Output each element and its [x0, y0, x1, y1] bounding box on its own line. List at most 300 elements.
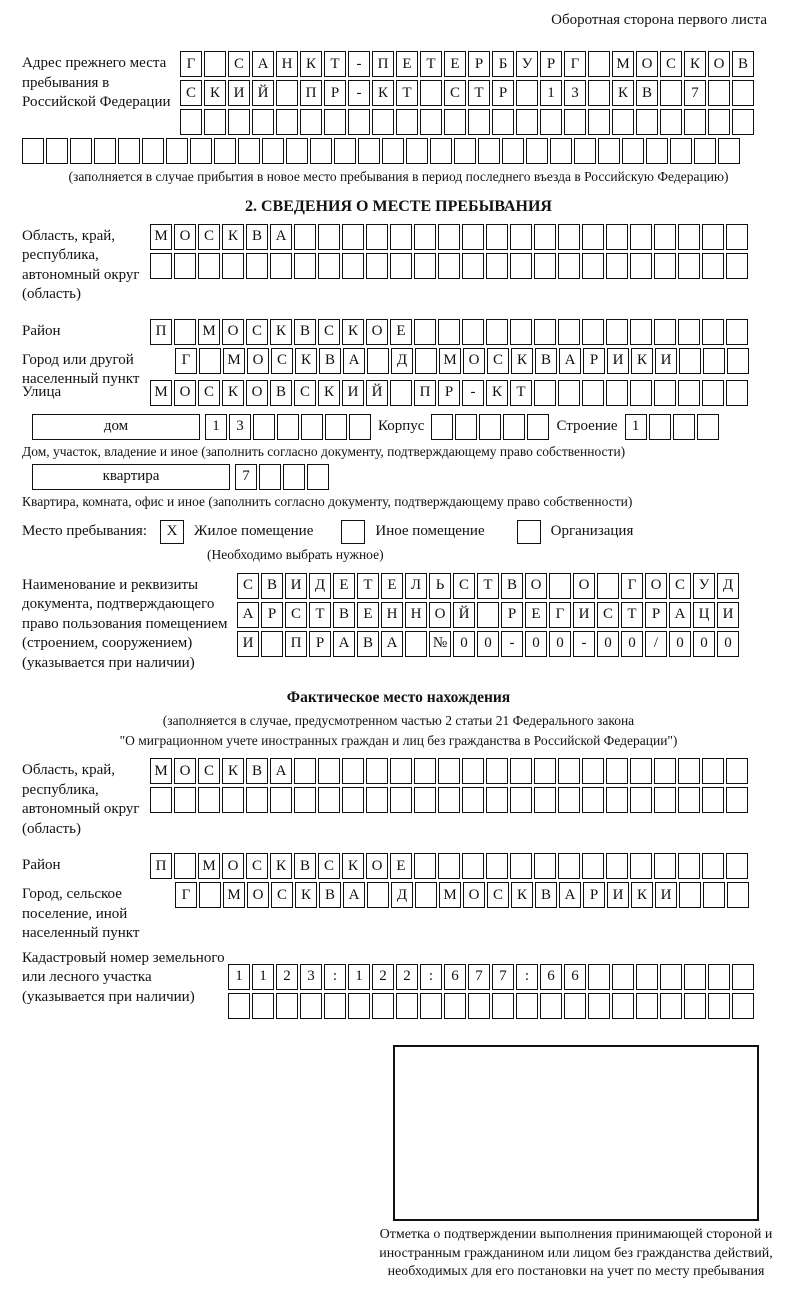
- grid-cell[interactable]: 0: [693, 631, 715, 657]
- grid-cell[interactable]: [94, 138, 116, 164]
- grid-cell[interactable]: Г: [180, 51, 202, 77]
- grid-cell[interactable]: 1: [205, 414, 227, 440]
- grid-cell[interactable]: [630, 319, 652, 345]
- grid-cell[interactable]: [550, 138, 572, 164]
- grid-cell[interactable]: С: [271, 348, 293, 374]
- grid-cell[interactable]: В: [294, 319, 316, 345]
- grid-cell[interactable]: А: [252, 51, 274, 77]
- grid-cell[interactable]: [318, 787, 340, 813]
- grid-cell[interactable]: [438, 758, 460, 784]
- grid-cell[interactable]: [726, 380, 748, 406]
- grid-cell[interactable]: 0: [549, 631, 571, 657]
- grid-cell[interactable]: С: [285, 602, 307, 628]
- grid-cell[interactable]: Т: [420, 51, 442, 77]
- grid-cell[interactable]: М: [612, 51, 634, 77]
- grid-cell[interactable]: К: [486, 380, 508, 406]
- grid-cell[interactable]: [510, 787, 532, 813]
- grid-cell[interactable]: С: [198, 758, 220, 784]
- grid-cell[interactable]: И: [717, 602, 739, 628]
- grid-cell[interactable]: 3: [300, 964, 322, 990]
- grid-cell[interactable]: [612, 109, 634, 135]
- grid-cell[interactable]: К: [684, 51, 706, 77]
- grid-cell[interactable]: [204, 51, 226, 77]
- grid-cell[interactable]: [228, 993, 250, 1019]
- grid-cell[interactable]: У: [516, 51, 538, 77]
- grid-cell[interactable]: [654, 787, 676, 813]
- grid-cell[interactable]: [261, 631, 283, 657]
- grid-cell[interactable]: [588, 80, 610, 106]
- grid-cell[interactable]: [660, 993, 682, 1019]
- grid-cell[interactable]: [708, 964, 730, 990]
- grid-cell[interactable]: 2: [372, 964, 394, 990]
- grid-cell[interactable]: С: [660, 51, 682, 77]
- grid-cell[interactable]: [678, 319, 700, 345]
- grid-cell[interactable]: А: [333, 631, 355, 657]
- grid-cell[interactable]: Г: [621, 573, 643, 599]
- grid-cell[interactable]: [702, 787, 724, 813]
- grid-cell[interactable]: [468, 993, 490, 1019]
- grid-cell[interactable]: [118, 138, 140, 164]
- grid-cell[interactable]: [630, 853, 652, 879]
- grid-cell[interactable]: [679, 882, 701, 908]
- grid-cell[interactable]: [732, 993, 754, 1019]
- grid-cell[interactable]: В: [636, 80, 658, 106]
- grid-cell[interactable]: С: [318, 853, 340, 879]
- grid-cell[interactable]: [198, 787, 220, 813]
- grid-cell[interactable]: [708, 993, 730, 1019]
- grid-cell[interactable]: [673, 414, 695, 440]
- grid-cell[interactable]: [415, 348, 437, 374]
- grid-cell[interactable]: К: [222, 224, 244, 250]
- grid-cell[interactable]: Е: [390, 319, 412, 345]
- grid-cell[interactable]: Д: [391, 348, 413, 374]
- grid-cell[interactable]: [582, 380, 604, 406]
- grid-cell[interactable]: Р: [261, 602, 283, 628]
- grid-cell[interactable]: [649, 414, 671, 440]
- grid-cell[interactable]: С: [597, 602, 619, 628]
- grid-cell[interactable]: С: [198, 224, 220, 250]
- grid-cell[interactable]: Л: [405, 573, 427, 599]
- grid-cell[interactable]: О: [525, 573, 547, 599]
- grid-cell[interactable]: 6: [540, 964, 562, 990]
- grid-cell[interactable]: [479, 414, 501, 440]
- grid-cell[interactable]: С: [237, 573, 259, 599]
- grid-cell[interactable]: О: [247, 348, 269, 374]
- grid-cell[interactable]: Й: [366, 380, 388, 406]
- grid-cell[interactable]: П: [372, 51, 394, 77]
- grid-cell[interactable]: [414, 758, 436, 784]
- grid-cell[interactable]: [540, 993, 562, 1019]
- grid-cell[interactable]: [636, 109, 658, 135]
- grid-cell[interactable]: Е: [381, 573, 403, 599]
- grid-cell[interactable]: [478, 138, 500, 164]
- grid-cell[interactable]: [588, 109, 610, 135]
- grid-cell[interactable]: [678, 758, 700, 784]
- grid-cell[interactable]: [342, 253, 364, 279]
- grid-cell[interactable]: [732, 109, 754, 135]
- grid-cell[interactable]: И: [285, 573, 307, 599]
- grid-cell[interactable]: 7: [468, 964, 490, 990]
- grid-cell[interactable]: [654, 224, 676, 250]
- grid-cell[interactable]: [348, 109, 370, 135]
- grid-cell[interactable]: :: [516, 964, 538, 990]
- grid-cell[interactable]: [727, 882, 749, 908]
- grid-cell[interactable]: Е: [525, 602, 547, 628]
- grid-cell[interactable]: [598, 138, 620, 164]
- grid-cell[interactable]: [703, 348, 725, 374]
- grid-cell[interactable]: [492, 993, 514, 1019]
- grid-cell[interactable]: М: [198, 319, 220, 345]
- grid-cell[interactable]: [366, 787, 388, 813]
- grid-cell[interactable]: [438, 253, 460, 279]
- grid-cell[interactable]: [660, 964, 682, 990]
- grid-cell[interactable]: 0: [477, 631, 499, 657]
- grid-cell[interactable]: [294, 758, 316, 784]
- grid-cell[interactable]: [270, 787, 292, 813]
- grid-cell[interactable]: А: [270, 224, 292, 250]
- grid-cell[interactable]: [727, 348, 749, 374]
- grid-cell[interactable]: [527, 414, 549, 440]
- grid-cell[interactable]: [252, 109, 274, 135]
- grid-cell[interactable]: [310, 138, 332, 164]
- grid-cell[interactable]: А: [559, 882, 581, 908]
- grid-cell[interactable]: [325, 414, 347, 440]
- grid-cell[interactable]: [199, 348, 221, 374]
- grid-cell[interactable]: [702, 319, 724, 345]
- grid-cell[interactable]: [438, 319, 460, 345]
- grid-cell[interactable]: [612, 993, 634, 1019]
- grid-cell[interactable]: Г: [564, 51, 586, 77]
- grid-cell[interactable]: М: [150, 380, 172, 406]
- grid-cell[interactable]: Р: [309, 631, 331, 657]
- grid-cell[interactable]: [270, 253, 292, 279]
- grid-cell[interactable]: М: [223, 348, 245, 374]
- grid-cell[interactable]: О: [708, 51, 730, 77]
- grid-cell[interactable]: [582, 319, 604, 345]
- grid-cell[interactable]: П: [414, 380, 436, 406]
- grid-cell[interactable]: [630, 380, 652, 406]
- grid-cell[interactable]: [558, 319, 580, 345]
- grid-cell[interactable]: [455, 414, 477, 440]
- grid-cell[interactable]: 3: [229, 414, 251, 440]
- grid-cell[interactable]: :: [324, 964, 346, 990]
- grid-cell[interactable]: Т: [309, 602, 331, 628]
- grid-cell[interactable]: -: [573, 631, 595, 657]
- grid-cell[interactable]: 7: [684, 80, 706, 106]
- grid-cell[interactable]: И: [607, 348, 629, 374]
- grid-cell[interactable]: В: [333, 602, 355, 628]
- grid-cell[interactable]: [534, 853, 556, 879]
- grid-cell[interactable]: [366, 758, 388, 784]
- grid-cell[interactable]: Д: [391, 882, 413, 908]
- grid-cell[interactable]: О: [636, 51, 658, 77]
- grid-cell[interactable]: Д: [717, 573, 739, 599]
- grid-cell[interactable]: Р: [540, 51, 562, 77]
- grid-cell[interactable]: В: [535, 882, 557, 908]
- checkbox-zhiloe-pomeshchenie[interactable]: X: [160, 520, 184, 544]
- grid-cell[interactable]: К: [300, 51, 322, 77]
- grid-cell[interactable]: [606, 380, 628, 406]
- grid-cell[interactable]: М: [223, 882, 245, 908]
- grid-cell[interactable]: Д: [309, 573, 331, 599]
- checkbox-inoe-pomeshchenie[interactable]: [341, 520, 365, 544]
- grid-cell[interactable]: [259, 464, 281, 490]
- grid-cell[interactable]: [726, 758, 748, 784]
- grid-cell[interactable]: [150, 253, 172, 279]
- grid-cell[interactable]: №: [429, 631, 451, 657]
- grid-cell[interactable]: [414, 787, 436, 813]
- grid-cell[interactable]: [431, 414, 453, 440]
- grid-cell[interactable]: [366, 224, 388, 250]
- grid-cell[interactable]: [276, 80, 298, 106]
- grid-cell[interactable]: [372, 993, 394, 1019]
- grid-cell[interactable]: М: [198, 853, 220, 879]
- grid-cell[interactable]: [438, 224, 460, 250]
- grid-cell[interactable]: [582, 853, 604, 879]
- grid-cell[interactable]: [582, 224, 604, 250]
- grid-cell[interactable]: В: [246, 224, 268, 250]
- grid-cell[interactable]: Р: [324, 80, 346, 106]
- grid-cell[interactable]: [342, 787, 364, 813]
- grid-cell[interactable]: [534, 758, 556, 784]
- grid-cell[interactable]: [654, 758, 676, 784]
- grid-cell[interactable]: [150, 787, 172, 813]
- grid-cell[interactable]: [726, 224, 748, 250]
- grid-cell[interactable]: А: [559, 348, 581, 374]
- grid-cell[interactable]: [462, 853, 484, 879]
- grid-cell[interactable]: [246, 253, 268, 279]
- grid-cell[interactable]: [684, 993, 706, 1019]
- grid-cell[interactable]: [678, 224, 700, 250]
- grid-cell[interactable]: [396, 109, 418, 135]
- grid-cell[interactable]: [558, 787, 580, 813]
- grid-cell[interactable]: [510, 853, 532, 879]
- grid-cell[interactable]: [486, 319, 508, 345]
- grid-cell[interactable]: [438, 853, 460, 879]
- grid-cell[interactable]: [510, 253, 532, 279]
- grid-cell[interactable]: А: [381, 631, 403, 657]
- grid-cell[interactable]: [396, 993, 418, 1019]
- grid-cell[interactable]: [606, 787, 628, 813]
- grid-cell[interactable]: [214, 138, 236, 164]
- grid-cell[interactable]: Р: [583, 882, 605, 908]
- grid-cell[interactable]: Е: [357, 602, 379, 628]
- grid-cell[interactable]: [630, 253, 652, 279]
- grid-cell[interactable]: О: [246, 380, 268, 406]
- grid-cell[interactable]: [454, 138, 476, 164]
- grid-cell[interactable]: [420, 993, 442, 1019]
- grid-cell[interactable]: О: [366, 853, 388, 879]
- grid-cell[interactable]: [276, 109, 298, 135]
- grid-cell[interactable]: [174, 853, 196, 879]
- grid-cell[interactable]: [534, 224, 556, 250]
- grid-cell[interactable]: 3: [564, 80, 586, 106]
- grid-cell[interactable]: [468, 109, 490, 135]
- grid-cell[interactable]: [486, 758, 508, 784]
- grid-cell[interactable]: [630, 758, 652, 784]
- grid-cell[interactable]: В: [357, 631, 379, 657]
- grid-cell[interactable]: [606, 853, 628, 879]
- grid-cell[interactable]: 1: [625, 414, 647, 440]
- grid-cell[interactable]: [510, 319, 532, 345]
- grid-cell[interactable]: [564, 993, 586, 1019]
- grid-cell[interactable]: Ь: [429, 573, 451, 599]
- grid-cell[interactable]: И: [228, 80, 250, 106]
- grid-cell[interactable]: [277, 414, 299, 440]
- grid-cell[interactable]: [174, 253, 196, 279]
- grid-cell[interactable]: [390, 380, 412, 406]
- grid-cell[interactable]: О: [366, 319, 388, 345]
- grid-cell[interactable]: К: [631, 348, 653, 374]
- grid-cell[interactable]: [726, 787, 748, 813]
- grid-cell[interactable]: [22, 138, 44, 164]
- grid-cell[interactable]: [406, 138, 428, 164]
- grid-cell[interactable]: В: [270, 380, 292, 406]
- grid-cell[interactable]: [486, 253, 508, 279]
- grid-cell[interactable]: С: [271, 882, 293, 908]
- grid-cell[interactable]: [558, 758, 580, 784]
- grid-cell[interactable]: [516, 80, 538, 106]
- grid-cell[interactable]: [174, 319, 196, 345]
- grid-cell[interactable]: [367, 882, 389, 908]
- grid-cell[interactable]: М: [150, 224, 172, 250]
- grid-cell[interactable]: [732, 80, 754, 106]
- grid-cell[interactable]: М: [150, 758, 172, 784]
- grid-cell[interactable]: [415, 882, 437, 908]
- grid-cell[interactable]: :: [420, 964, 442, 990]
- grid-cell[interactable]: К: [270, 853, 292, 879]
- grid-cell[interactable]: Й: [252, 80, 274, 106]
- grid-cell[interactable]: И: [237, 631, 259, 657]
- grid-cell[interactable]: [276, 993, 298, 1019]
- grid-cell[interactable]: К: [342, 319, 364, 345]
- grid-cell[interactable]: [294, 224, 316, 250]
- grid-cell[interactable]: [300, 109, 322, 135]
- grid-cell[interactable]: [283, 464, 305, 490]
- grid-cell[interactable]: [582, 787, 604, 813]
- grid-cell[interactable]: У: [693, 573, 715, 599]
- grid-cell[interactable]: С: [294, 380, 316, 406]
- grid-cell[interactable]: [678, 380, 700, 406]
- grid-cell[interactable]: [342, 758, 364, 784]
- grid-cell[interactable]: [534, 319, 556, 345]
- grid-cell[interactable]: [382, 138, 404, 164]
- grid-cell[interactable]: [252, 993, 274, 1019]
- grid-cell[interactable]: [694, 138, 716, 164]
- grid-cell[interactable]: [174, 787, 196, 813]
- grid-cell[interactable]: О: [247, 882, 269, 908]
- grid-cell[interactable]: [630, 224, 652, 250]
- grid-cell[interactable]: [526, 138, 548, 164]
- grid-cell[interactable]: 6: [564, 964, 586, 990]
- grid-cell[interactable]: [654, 380, 676, 406]
- grid-cell[interactable]: [558, 253, 580, 279]
- grid-cell[interactable]: [708, 80, 730, 106]
- grid-cell[interactable]: [660, 80, 682, 106]
- grid-cell[interactable]: Й: [453, 602, 475, 628]
- grid-cell[interactable]: И: [573, 602, 595, 628]
- grid-cell[interactable]: М: [439, 348, 461, 374]
- grid-cell[interactable]: [606, 758, 628, 784]
- grid-cell[interactable]: [180, 109, 202, 135]
- grid-cell[interactable]: [334, 138, 356, 164]
- grid-cell[interactable]: [190, 138, 212, 164]
- grid-cell[interactable]: [646, 138, 668, 164]
- grid-cell[interactable]: Е: [444, 51, 466, 77]
- grid-cell[interactable]: О: [174, 380, 196, 406]
- grid-cell[interactable]: [324, 993, 346, 1019]
- grid-cell[interactable]: [502, 138, 524, 164]
- grid-cell[interactable]: [222, 253, 244, 279]
- grid-cell[interactable]: [372, 109, 394, 135]
- grid-cell[interactable]: [503, 414, 525, 440]
- grid-cell[interactable]: И: [655, 882, 677, 908]
- grid-cell[interactable]: [358, 138, 380, 164]
- grid-cell[interactable]: [630, 787, 652, 813]
- grid-cell[interactable]: Г: [549, 602, 571, 628]
- grid-cell[interactable]: [732, 964, 754, 990]
- grid-cell[interactable]: Р: [468, 51, 490, 77]
- grid-cell[interactable]: [420, 109, 442, 135]
- grid-cell[interactable]: Р: [438, 380, 460, 406]
- grid-cell[interactable]: Р: [501, 602, 523, 628]
- grid-cell[interactable]: -: [501, 631, 523, 657]
- grid-cell[interactable]: [253, 414, 275, 440]
- grid-cell[interactable]: К: [222, 758, 244, 784]
- grid-cell[interactable]: [318, 253, 340, 279]
- grid-cell[interactable]: А: [343, 348, 365, 374]
- grid-cell[interactable]: [588, 51, 610, 77]
- grid-cell[interactable]: П: [300, 80, 322, 106]
- grid-cell[interactable]: [582, 253, 604, 279]
- grid-cell[interactable]: 0: [525, 631, 547, 657]
- grid-cell[interactable]: Е: [390, 853, 412, 879]
- grid-cell[interactable]: [684, 964, 706, 990]
- grid-cell[interactable]: [142, 138, 164, 164]
- grid-cell[interactable]: С: [487, 882, 509, 908]
- grid-cell[interactable]: 0: [453, 631, 475, 657]
- grid-cell[interactable]: 7: [235, 464, 257, 490]
- grid-cell[interactable]: [516, 993, 538, 1019]
- grid-cell[interactable]: [679, 348, 701, 374]
- grid-cell[interactable]: [294, 787, 316, 813]
- grid-cell[interactable]: [166, 138, 188, 164]
- grid-cell[interactable]: [702, 758, 724, 784]
- grid-cell[interactable]: П: [150, 853, 172, 879]
- grid-cell[interactable]: [726, 853, 748, 879]
- grid-cell[interactable]: [678, 253, 700, 279]
- grid-cell[interactable]: [588, 993, 610, 1019]
- grid-cell[interactable]: -: [348, 80, 370, 106]
- grid-cell[interactable]: [708, 109, 730, 135]
- grid-cell[interactable]: 1: [228, 964, 250, 990]
- grid-cell[interactable]: О: [174, 758, 196, 784]
- grid-cell[interactable]: [477, 602, 499, 628]
- grid-cell[interactable]: [414, 224, 436, 250]
- grid-cell[interactable]: [367, 348, 389, 374]
- grid-cell[interactable]: А: [669, 602, 691, 628]
- grid-cell[interactable]: [582, 758, 604, 784]
- grid-cell[interactable]: О: [429, 602, 451, 628]
- grid-cell[interactable]: Н: [276, 51, 298, 77]
- grid-cell[interactable]: [636, 993, 658, 1019]
- grid-cell[interactable]: [199, 882, 221, 908]
- grid-cell[interactable]: [444, 993, 466, 1019]
- grid-cell[interactable]: И: [342, 380, 364, 406]
- grid-cell[interactable]: В: [501, 573, 523, 599]
- grid-cell[interactable]: [286, 138, 308, 164]
- grid-cell[interactable]: [510, 758, 532, 784]
